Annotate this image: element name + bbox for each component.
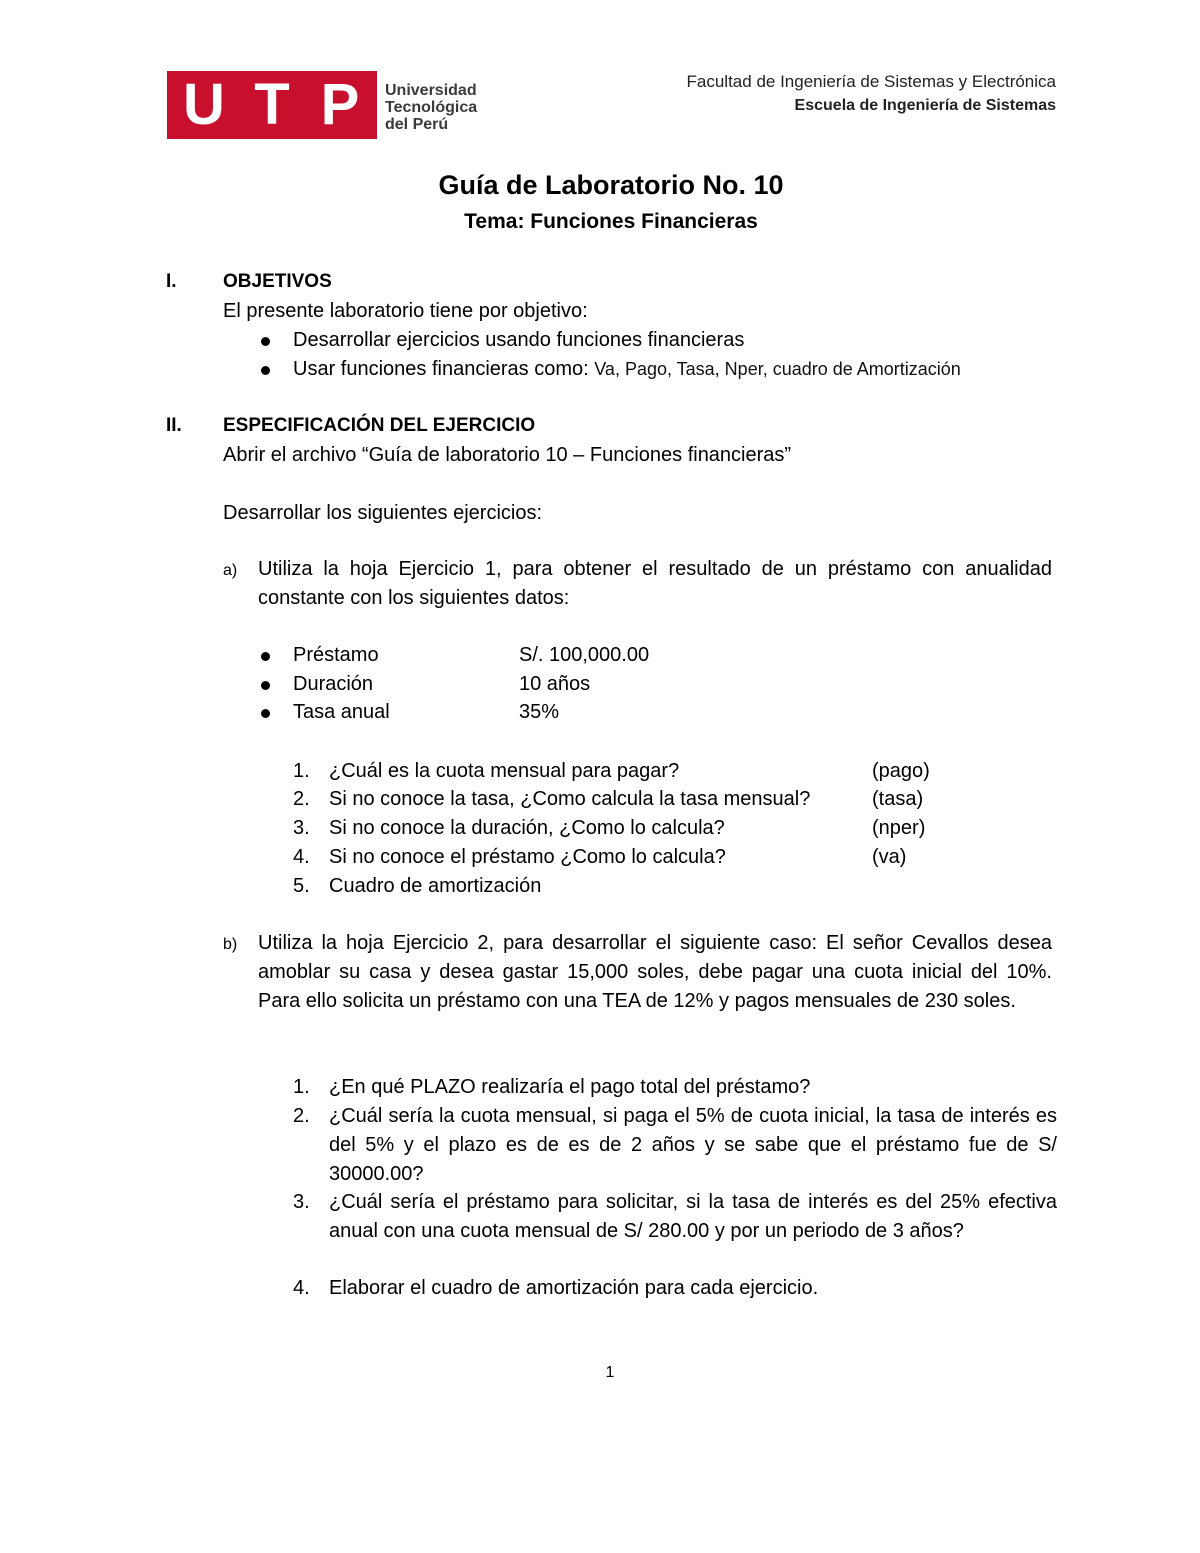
question-text: ¿En qué PLAZO realizaría el pago total del préstamo? — [329, 1076, 811, 1098]
objective-item-text: Usar funciones financieras como: — [293, 358, 589, 380]
question-number: 2. — [293, 1105, 310, 1127]
logo-box-u — [167, 71, 241, 139]
logo-box-p — [303, 71, 377, 139]
question-text: ¿Cuál sería la cuota mensual, si paga el 5% de cuota inicial, la tasa de interés es del 5% y el plazo es de es de 2 años y se sabe que el préstamo fue de S/ 30000.00? — [329, 1105, 1057, 1185]
section-1-intro: El presente laboratorio tiene por objetivo: — [223, 300, 588, 322]
question-text: Si no conoce la tasa, ¿Como calcula la tasa mensual? — [329, 788, 811, 810]
open-file-instruction: Abrir el archivo “Guía de laboratorio 10 – Funciones financieras” — [223, 444, 792, 466]
loan-data-value: 35% — [519, 701, 560, 723]
question-number: 3. — [293, 817, 310, 839]
loan-data-name: Préstamo — [293, 644, 379, 666]
loan-data-name: Tasa anual — [293, 701, 390, 723]
exercise-b-label: b) — [223, 936, 238, 953]
logo-letter: P — [320, 72, 360, 137]
objective-item — [293, 355, 961, 383]
logo-text-line: del Perú — [385, 116, 449, 133]
school-name: Escuela de Ingeniería de Sistemas — [794, 97, 1056, 114]
bullet-icon — [261, 366, 270, 375]
question-text: Cuadro de amortización — [329, 875, 542, 897]
question-number: 3. — [293, 1191, 310, 1213]
exercise-a-label: a) — [223, 562, 238, 579]
loan-data-name: Duración — [293, 673, 374, 695]
question-function: (nper) — [872, 817, 926, 839]
question-number: 1. — [293, 760, 310, 782]
question-text: Si no conoce la duración, ¿Como lo calcula? — [329, 817, 725, 839]
faculty-name: Facultad de Ingeniería de Sistemas y Electrónica — [686, 72, 1056, 91]
question-number: 5. — [293, 875, 310, 897]
section-1-number: I. — [166, 271, 177, 292]
section-2-heading: ESPECIFICACIÓN DEL EJERCICIO — [223, 415, 536, 436]
bullet-icon — [261, 709, 270, 718]
logo-letter: T — [254, 72, 290, 137]
logo-text-line: Universidad — [385, 82, 477, 99]
logo-box-t — [235, 71, 309, 139]
page-subtitle: Tema: Funciones Financieras — [464, 210, 758, 233]
question-text: Si no conoce el préstamo ¿Como lo calcula? — [329, 846, 726, 868]
question-number: 4. — [293, 1277, 310, 1299]
objective-item-suffix: Va, Pago, Tasa, Nper, cuadro de Amortización — [594, 359, 961, 379]
section-2-number: II. — [166, 415, 182, 436]
bullet-icon — [261, 681, 270, 690]
question-function: (pago) — [872, 760, 930, 782]
page-number: 1 — [605, 1364, 615, 1381]
question-number: 1. — [293, 1076, 310, 1098]
question-text: ¿Cuál sería el préstamo para solicitar, si la tasa de interés es del 25% efectiva anual con una cuota mensual de S/ 280.00 y por un periodo de 3 años? — [329, 1191, 1057, 1242]
question-number: 4. — [293, 846, 310, 868]
question-text: ¿Cuál es la cuota mensual para pagar? — [329, 760, 680, 782]
exercise-a-text: Utiliza la hoja Ejercicio 1, para obtener el resultado de un préstamo con anualidad constante con los siguientes datos: — [258, 558, 1052, 609]
develop-instruction: Desarrollar los siguientes ejercicios: — [223, 502, 543, 524]
loan-data-value: S/. 100,000.00 — [519, 644, 650, 666]
logo-letter: U — [183, 72, 225, 137]
logo-text-line: Tecnológica — [385, 99, 478, 116]
question-text: Elaborar el cuadro de amortización para cada ejercicio. — [329, 1277, 819, 1299]
page-title: Guía de Laboratorio No. 10 — [438, 170, 784, 200]
bullet-icon — [261, 337, 270, 346]
bullet-icon — [261, 652, 270, 661]
question-function: (va) — [872, 846, 907, 868]
question-number: 2. — [293, 788, 310, 810]
loan-data-value: 10 años — [519, 673, 591, 695]
exercise-b-text: Utiliza la hoja Ejercicio 2, para desarrollar el siguiente caso: El señor Cevallos desea amoblar su casa y desea gastar 15,000 soles, debe pagar una cuota inicial del 10%. Para ello solicita un préstamo con una TEA de 12% y pagos mensuales de 230 soles. — [258, 932, 1052, 1012]
section-1-heading: OBJETIVOS — [223, 271, 332, 292]
objective-item: Desarrollar ejercicios usando funciones financieras — [293, 329, 745, 351]
question-function: (tasa) — [872, 788, 924, 810]
